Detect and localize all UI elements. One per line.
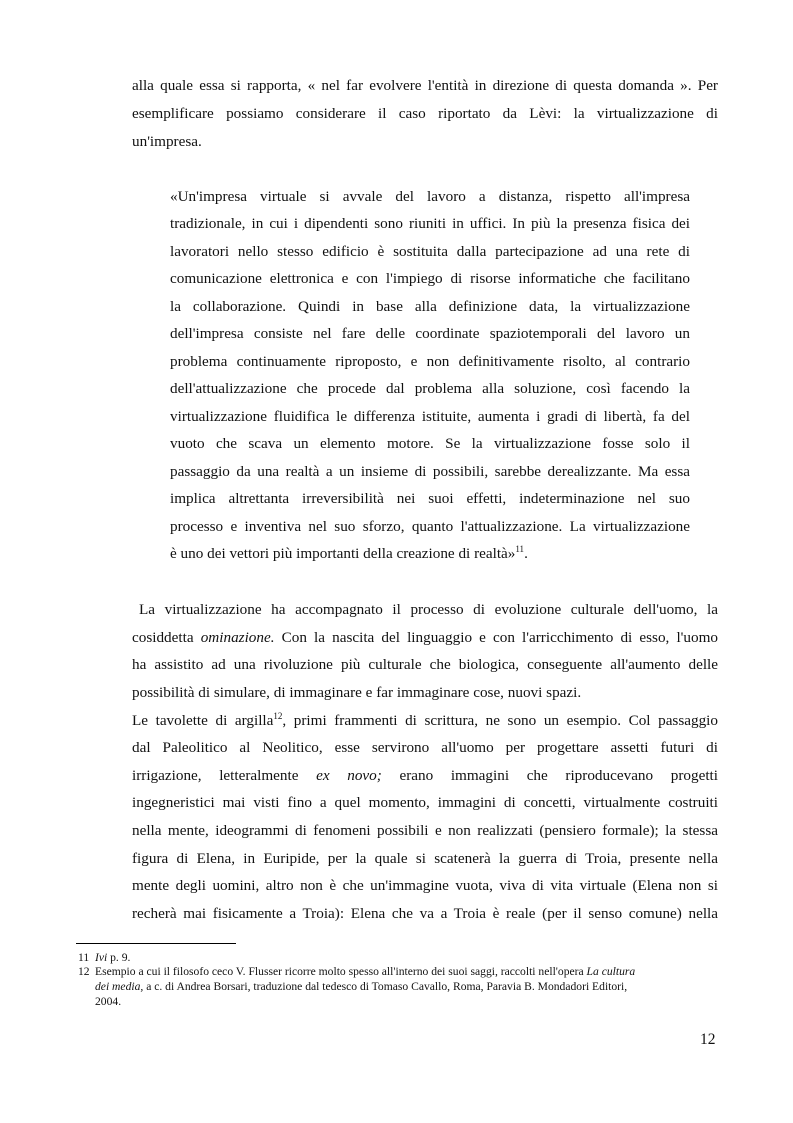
quote-line3: lavoratori nello stesso edificio è sostituita dalla partecipazione ad una rete di bbox=[170, 243, 690, 260]
footnote-12-line1-italic: La cultura bbox=[586, 965, 636, 978]
para2-line2-b: Con la nascita del linguaggio e con l'arricchimento di esso, l'uomo bbox=[274, 629, 718, 646]
footnote-ref-11[interactable]: 11 bbox=[515, 544, 525, 554]
footnote-ref-12[interactable]: 12 bbox=[273, 711, 283, 721]
footnote-12-number: 12 bbox=[78, 965, 90, 978]
para3-line1-b: , primi frammenti di scrittura, ne sono un esempio. Col passaggio bbox=[282, 712, 718, 729]
quote-line14 bbox=[170, 545, 690, 563]
quote-line6: dell'impresa consiste nel fare delle coordinate spaziotemporali del lavoro un bbox=[170, 325, 690, 342]
quote-line11: passaggio da una realtà a un insieme di possibili, sarebbe derealizzante. Ma essa bbox=[170, 463, 690, 480]
quote-line12: implica altrettanta irreversibilità nei suoi effetti, indeterminazione nel suo bbox=[170, 490, 690, 507]
quote-line7: problema continuamente riproposto, e non definitivamente risolto, al contrario bbox=[170, 353, 690, 370]
para3-line3-a: irrigazione, letteralmente bbox=[132, 767, 317, 784]
quote-line14-text: è uno dei vettori più importanti della creazione di realtà» bbox=[170, 545, 516, 562]
quote-line13: processo e inventiva nel suo sforzo, quanto l'attualizzazione. La virtualizzazione bbox=[170, 518, 690, 535]
para3-line6: figura di Elena, in Euripide, per la quale si scatenerà la guerra di Troia, presente nella bbox=[132, 850, 718, 867]
footnote-12-line1 bbox=[95, 964, 718, 979]
para2-line2-italic: ominazione. bbox=[200, 629, 275, 646]
para3-line1-a: Le tavolette di argilla bbox=[132, 712, 274, 729]
quote-line8: dell'attualizzazione che procede dal problema alla soluzione, così facendo la bbox=[170, 380, 690, 397]
quote-line10: vuoto che scava un elemento motore. Se la virtualizzazione fosse solo il bbox=[170, 435, 690, 452]
para3-line5: nella mente, ideogrammi di fenomeni possibili e non realizzati (pensiero formale); la stessa bbox=[132, 822, 718, 839]
footnote-11 bbox=[78, 950, 130, 965]
para3-line2: dal Paleolitico al Neolitico, esse servirono all'uomo per progettare assetti futuri di bbox=[132, 739, 718, 756]
para2-line2-a: cosiddetta bbox=[132, 629, 201, 646]
footnote-11-text: p. 9. bbox=[107, 951, 131, 964]
footnote-12-line2 bbox=[95, 979, 718, 994]
para1-line2: esemplificare possiamo considerare il caso riportato da Lèvi: la virtualizzazione di bbox=[132, 105, 718, 122]
page-number: 12 bbox=[700, 1031, 716, 1048]
quote-line2: tradizionale, in cui i dipendenti sono riuniti in uffici. In più la presenza fisica dei bbox=[170, 215, 690, 232]
footnote-12-line2-italic: dei media, bbox=[95, 980, 144, 993]
para3-line8: recherà mai fisicamente a Troia): Elena che va a Troia è reale (per il senso comune) nella bbox=[132, 905, 718, 922]
para3-line7: mente degli uomini, altro non è che un'immagine vuota, viva di vita virtuale (Elena non si bbox=[132, 877, 718, 894]
para2-line4: possibilità di simulare, di immaginare e far immaginare cose, nuovi spazi. bbox=[132, 684, 582, 701]
para3-line3-b: erano immagini che riproducevano progetti bbox=[381, 767, 718, 784]
para3-line3 bbox=[132, 767, 718, 785]
quote-line1: «Un'impresa virtuale si avvale del lavoro a distanza, rispetto all'impresa bbox=[170, 188, 690, 205]
quote-line5: la collaborazione. Quindi in base alla definizione data, la virtualizzazione bbox=[170, 298, 690, 315]
para2-line2 bbox=[132, 629, 718, 647]
footnote-12-line3: 2004. bbox=[95, 995, 122, 1008]
footnote-11-italic: Ivi bbox=[94, 951, 108, 964]
para1-line1: alla quale essa si rapporta, « nel far evolvere l'entità in direzione di questa domanda ». Per bbox=[132, 77, 718, 94]
para2-line3: ha assistito ad una rivoluzione più culturale che biologica, conseguente all'aumento delle bbox=[132, 656, 718, 673]
footnote-separator bbox=[76, 943, 236, 944]
para3-line4: ingegneristici mai visti fino a quel momento, immagini di concetti, virtualmente costruiti bbox=[132, 794, 718, 811]
quote-line4: comunicazione elettronica e con l'impiego di risorse informatiche che facilitano bbox=[170, 270, 690, 287]
para3-line3-italic: ex novo; bbox=[316, 767, 382, 784]
footnote-11-number: 11 bbox=[78, 951, 90, 964]
quote-line14-end: . bbox=[524, 545, 528, 562]
para2-line1: La virtualizzazione ha accompagnato il processo di evoluzione culturale dell'uomo, la bbox=[139, 601, 718, 618]
para1-line3: un'impresa. bbox=[132, 133, 202, 150]
footnote-12-line1-text: Esempio a cui il filosofo ceco V. Flusser ricorre molto spesso all'interno dei suoi saggi, raccolti nell'opera bbox=[95, 965, 587, 978]
para3-line1 bbox=[132, 712, 718, 730]
footnote-12-line2-text: a c. di Andrea Borsari, traduzione dal tedesco di Tomaso Cavallo, Roma, Paravia B. Mondadori Editori, bbox=[143, 980, 628, 993]
quote-line9: virtualizzazione fluidifica le differenza istituite, aumenta i gradi di libertà, fa del bbox=[170, 408, 690, 425]
